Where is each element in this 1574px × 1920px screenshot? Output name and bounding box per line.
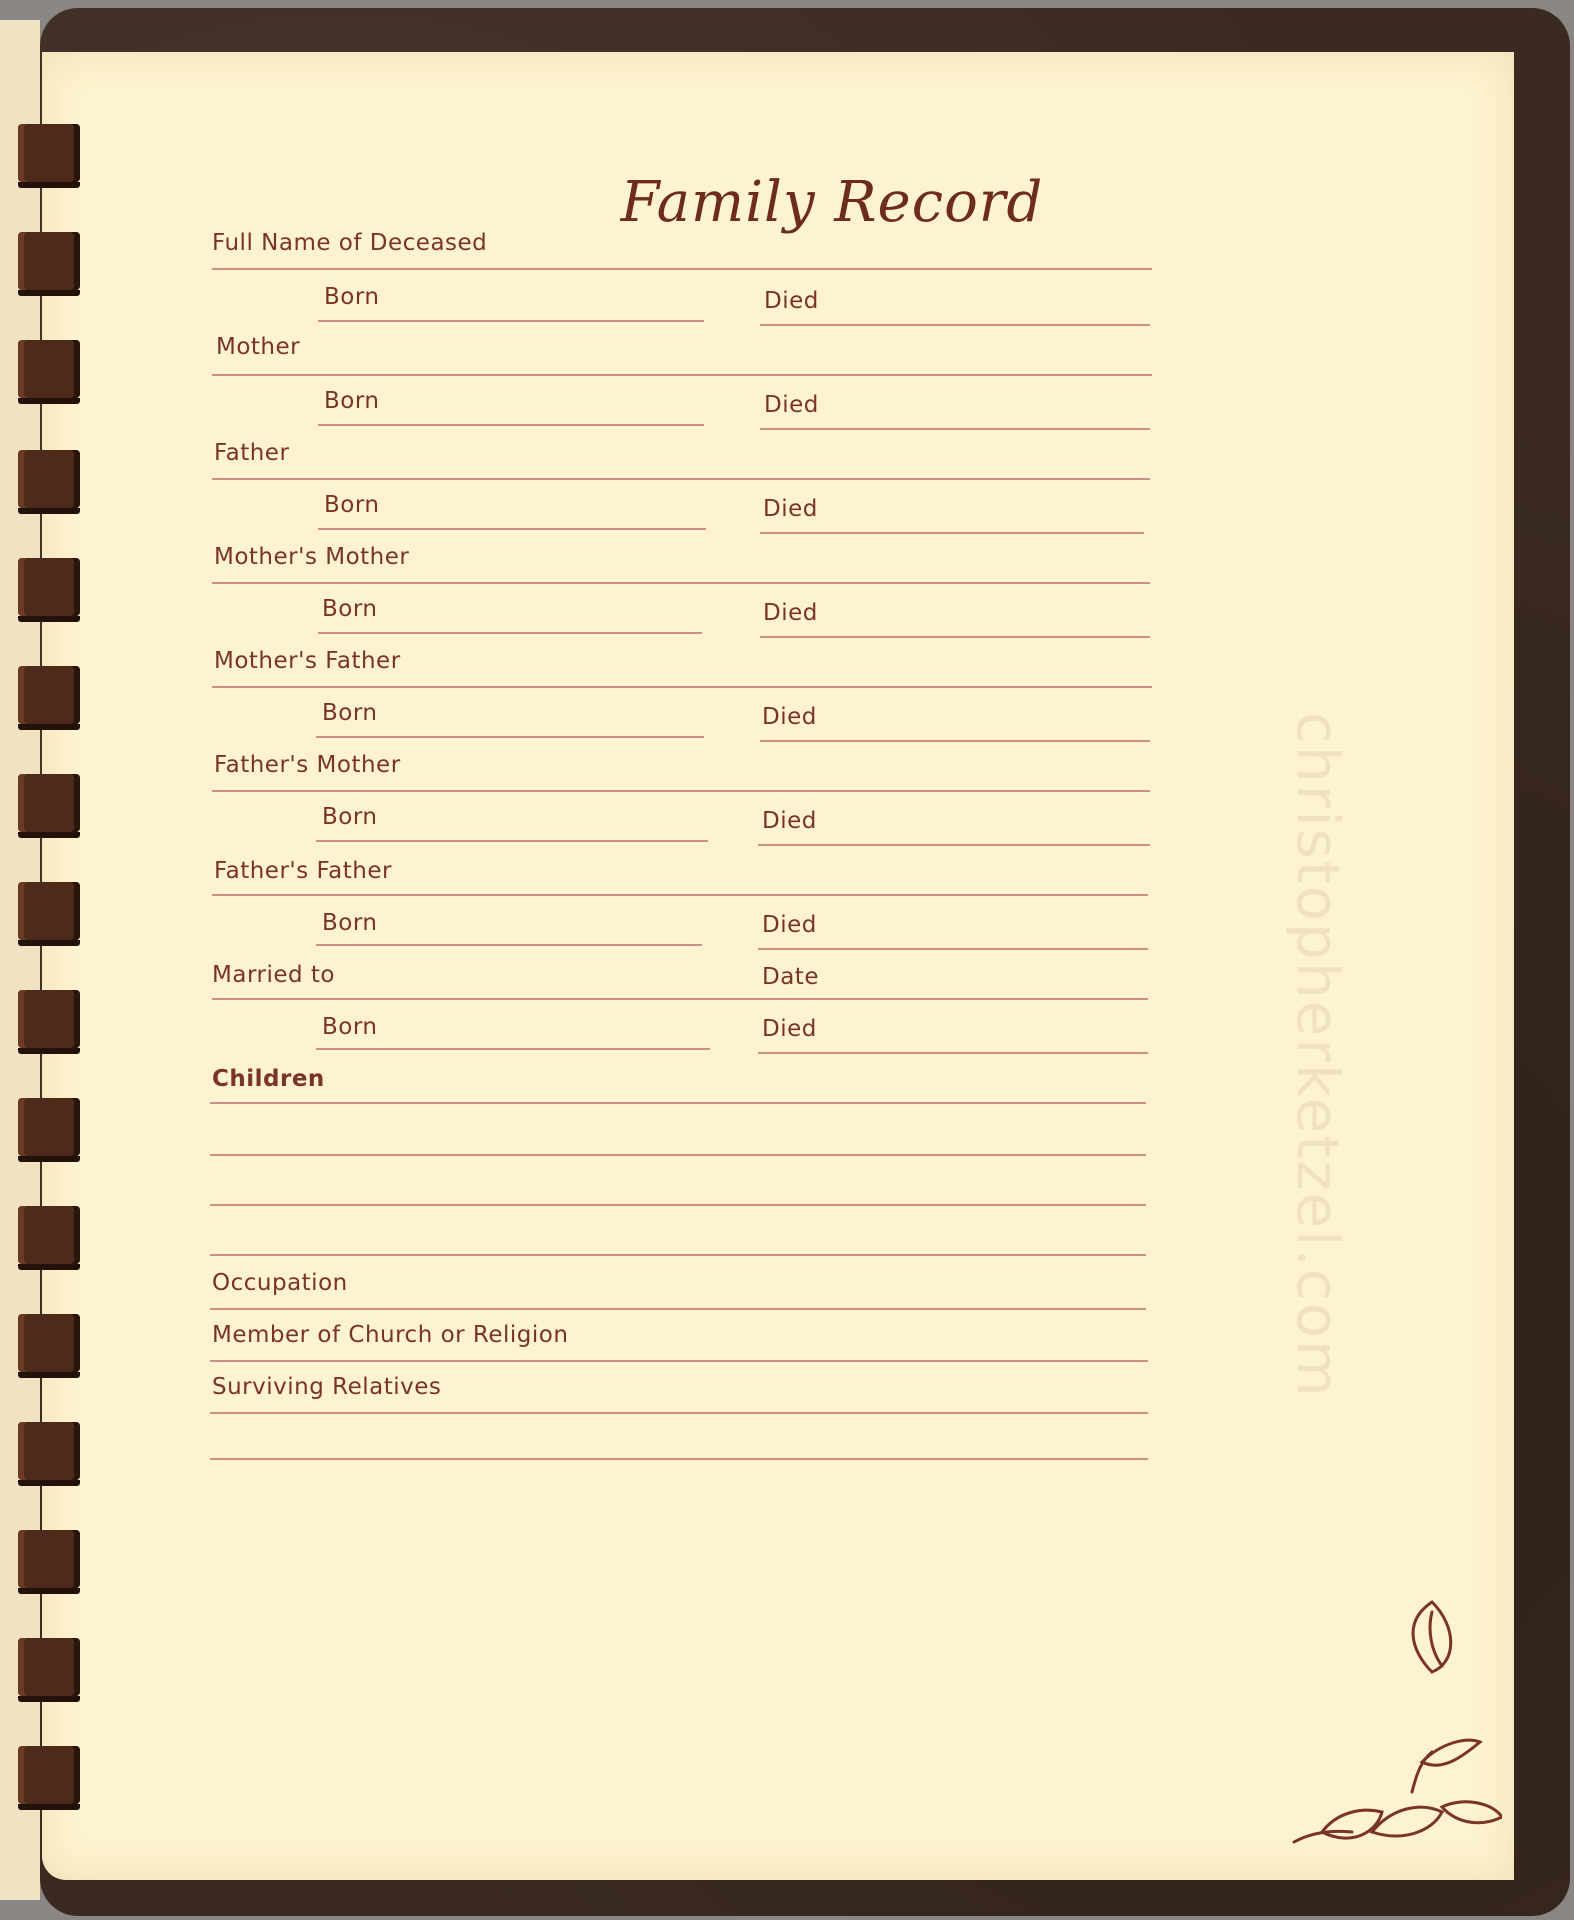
mothers-father-line[interactable] [212,686,1152,688]
fathers-father-born-label: Born [322,910,378,936]
father-died-label: Died [763,496,818,522]
father-born-label: Born [324,492,380,518]
religion-label: Member of Church or Religion [212,1322,569,1348]
binding-ring [18,1638,80,1696]
fathers-father-born-line[interactable] [316,944,702,946]
relatives-label: Surviving Relatives [212,1374,442,1400]
relatives-line-1[interactable] [210,1412,1148,1414]
mothers-mother-died-line[interactable] [760,636,1150,638]
binding-ring [18,1206,80,1264]
father-line[interactable] [212,478,1150,480]
deceased-died-label: Died [764,288,819,314]
mothers-father-label: Mother's Father [214,648,401,674]
fathers-father-line[interactable] [212,894,1148,896]
fathers-father-label: Father's Father [214,858,392,884]
married-to-line[interactable] [212,998,1148,1000]
children-line-1[interactable] [210,1102,1146,1104]
fathers-father-died-label: Died [762,912,817,938]
mother-born-line[interactable] [318,424,704,426]
occupation-label: Occupation [212,1270,348,1296]
mothers-mother-label: Mother's Mother [214,544,410,570]
mothers-mother-born-line[interactable] [318,632,702,634]
full-name-line[interactable] [212,268,1152,270]
spouse-died-line[interactable] [758,1052,1148,1054]
binding-ring [18,666,80,724]
children-line-3[interactable] [210,1204,1146,1206]
marriage-date-label: Date [762,964,819,990]
binding-ring [18,1530,80,1588]
binding-ring [18,1314,80,1372]
fathers-mother-born-label: Born [322,804,378,830]
mother-born-label: Born [324,388,380,414]
binding-ring [18,990,80,1048]
deceased-died-line[interactable] [760,324,1150,326]
spouse-born-label: Born [322,1014,378,1040]
mothers-father-died-line[interactable] [760,740,1150,742]
fathers-mother-label: Father's Mother [214,752,401,778]
deceased-born-label: Born [324,284,380,310]
fathers-mother-died-line[interactable] [758,844,1150,846]
father-died-line[interactable] [760,532,1144,534]
fathers-mother-line[interactable] [212,790,1150,792]
binding-ring [18,774,80,832]
mother-died-line[interactable] [760,428,1150,430]
mother-died-label: Died [764,392,819,418]
binding-ring [18,124,80,182]
mothers-father-born-line[interactable] [316,736,704,738]
mothers-father-born-label: Born [322,700,378,726]
binding-ring [18,882,80,940]
spouse-died-label: Died [762,1016,817,1042]
children-label: Children [212,1066,325,1092]
binding-ring [18,1098,80,1156]
mothers-mother-line[interactable] [212,582,1150,584]
binding-ring [18,450,80,508]
deceased-born-line[interactable] [318,320,704,322]
record-page: Family Record Full Name of Deceased Born Died Mother Born Died Father Born Died Mother's Mother Born Died Mother's Father Born Died Father's Mother Born Died Father's Father Born Died Married to Date Born Died Children Occupation Member of Church or Religion Surviving Relatives christopherketzel.com [42,52,1514,1880]
children-line-4[interactable] [210,1254,1146,1256]
binding-ring [18,558,80,616]
father-born-line[interactable] [318,528,706,530]
occupation-line[interactable] [210,1308,1146,1310]
fathers-mother-died-label: Died [762,808,817,834]
leaf-ornament-icon [1282,1592,1502,1872]
full-name-label: Full Name of Deceased [212,230,488,256]
binding-ring [18,340,80,398]
father-label: Father [214,440,290,466]
mothers-mother-died-label: Died [763,600,818,626]
mother-label: Mother [216,334,301,360]
children-line-2[interactable] [210,1154,1146,1156]
mother-line[interactable] [212,374,1152,376]
spouse-born-line[interactable] [316,1048,710,1050]
facing-page-edge [0,20,40,1900]
binding-ring [18,1422,80,1480]
binding-ring [18,232,80,290]
mothers-mother-born-label: Born [322,596,378,622]
page-title: Family Record [620,170,1044,235]
binding-ring [18,1746,80,1804]
religion-line[interactable] [210,1360,1148,1362]
mothers-father-died-label: Died [762,704,817,730]
married-to-label: Married to [212,962,335,988]
fathers-father-died-line[interactable] [758,948,1148,950]
relatives-line-2[interactable] [210,1458,1148,1460]
fathers-mother-born-line[interactable] [316,840,708,842]
